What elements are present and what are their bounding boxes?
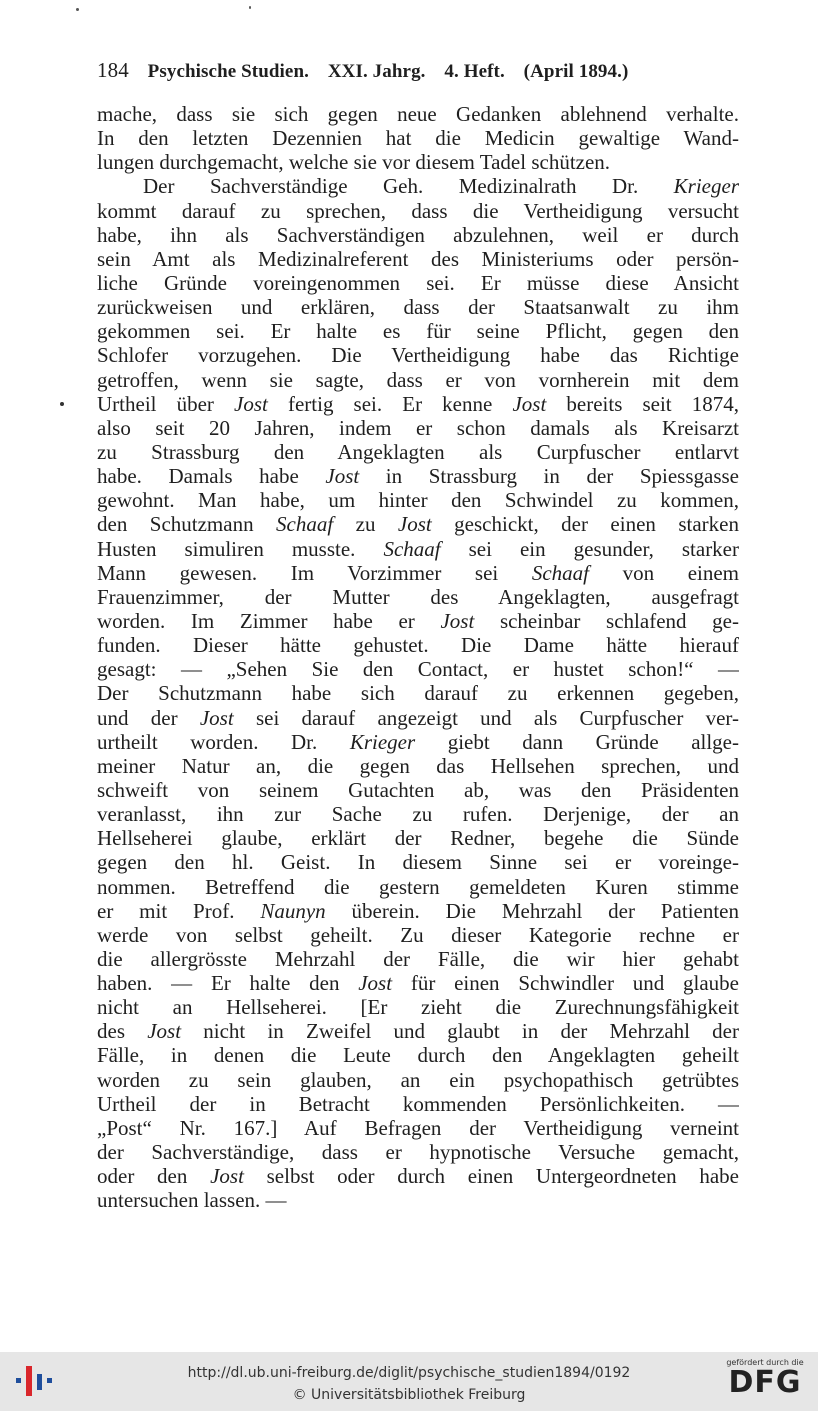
text-run: funden. Dieser hätte gehustet. Die Dame hätte hierauf bbox=[97, 633, 739, 658]
text-run: Der Sachverständige Geh. Medizinalrath Dr. bbox=[143, 174, 674, 199]
text-run: kommt darauf zu sprechen, dass die Vertheidigung versucht bbox=[97, 198, 739, 223]
text-run: und der bbox=[97, 705, 200, 730]
text-line bbox=[97, 585, 739, 609]
text-run: worden. Im Zimmer habe er bbox=[97, 608, 441, 633]
emphasized-name: Schaaf bbox=[531, 560, 590, 585]
text-line bbox=[97, 199, 739, 223]
issue-label: 4. Heft. bbox=[444, 61, 505, 82]
text-run: sei darauf angezeigt und als Curpfuscher ver- bbox=[233, 705, 739, 730]
text-run: Mann gewesen. Im Vorzimmer sei bbox=[97, 560, 532, 585]
copyright-notice: © Universitätsbibliothek Freiburg bbox=[292, 1387, 526, 1403]
body-text bbox=[97, 102, 739, 1212]
text-run: geschickt, der einen starken bbox=[431, 512, 739, 537]
text-run: nicht in Zweifel und glaubt in der Mehrzahl der bbox=[181, 1019, 739, 1044]
text-line bbox=[97, 247, 739, 271]
text-line bbox=[97, 1164, 739, 1188]
text-line bbox=[97, 561, 739, 585]
text-line bbox=[97, 826, 739, 850]
text-run: nommen. Betreffend die gestern gemeldeten Kuren stimme bbox=[97, 874, 739, 899]
emphasized-name: Schaaf bbox=[276, 512, 334, 537]
text-line bbox=[97, 319, 739, 343]
emphasized-name: Jost bbox=[512, 391, 547, 416]
text-run: Urtheil der in Betracht kommenden Persönlichkeiten. — bbox=[97, 1091, 739, 1116]
text-run: für einen Schwindler und glaube bbox=[392, 971, 739, 996]
text-run: untersuchen lassen. — bbox=[97, 1188, 287, 1213]
text-line bbox=[97, 368, 739, 392]
text-run: gewohnt. Man habe, um hinter den Schwindel zu kommen, bbox=[97, 488, 739, 513]
text-line bbox=[97, 512, 739, 536]
text-run: Frauenzimmer, der Mutter des Angeklagten, ausgefragt bbox=[97, 584, 739, 609]
emphasized-name: Schaaf bbox=[383, 536, 441, 561]
text-run: überein. Die Mehrzahl der Patienten bbox=[325, 898, 739, 923]
text-line bbox=[97, 464, 739, 488]
text-run: der Sachverständige, dass er hypnotische Versuche gemacht, bbox=[97, 1140, 739, 1165]
text-run: mache, dass sie sich gegen neue Gedanken ablehnend verhalte. bbox=[97, 102, 739, 126]
text-line bbox=[97, 343, 739, 367]
emphasized-name: Krieger bbox=[349, 729, 416, 754]
text-run: gegen den hl. Geist. In diesem Sinne sei er voreinge- bbox=[97, 850, 739, 875]
text-run: Urtheil über bbox=[97, 391, 235, 416]
emphasized-name: Krieger bbox=[673, 174, 739, 199]
text-run: zu bbox=[333, 512, 398, 537]
text-line bbox=[97, 995, 739, 1019]
text-line bbox=[97, 850, 739, 874]
page-number: 184 bbox=[97, 58, 129, 82]
text-line bbox=[97, 875, 739, 899]
text-run: „Post“ Nr. 167.] Auf Befragen der Vertheidigung verneint bbox=[97, 1115, 739, 1140]
text-run: Der Schutzmann habe sich darauf zu erkennen gegeben, bbox=[97, 681, 739, 706]
text-run: Husten simuliren musste. bbox=[97, 536, 384, 561]
text-run: sein Amt als Medizinalreferent des Ministeriums oder persön- bbox=[97, 246, 739, 271]
text-run: In den letzten Dezennien hat die Medicin gewaltige Wand- bbox=[97, 126, 739, 151]
text-line bbox=[97, 174, 739, 198]
text-run: meiner Natur an, die gegen das Hellsehen sprechen, und bbox=[97, 753, 739, 778]
text-line bbox=[97, 392, 739, 416]
text-run: sei ein gesunder, starker bbox=[440, 536, 739, 561]
emphasized-name: Jost bbox=[358, 971, 393, 996]
text-run: schweift von seinem Gutachten ab, was den Präsidenten bbox=[97, 777, 739, 802]
text-line bbox=[97, 730, 739, 754]
text-run: giebt dann Gründe allge- bbox=[415, 729, 739, 754]
emphasized-name: Jost bbox=[234, 391, 268, 416]
text-run: oder den bbox=[97, 1164, 211, 1189]
text-run: von einem bbox=[589, 560, 739, 585]
text-run: fertig sei. Er kenne bbox=[267, 391, 513, 416]
running-header bbox=[97, 58, 737, 83]
text-line bbox=[97, 923, 739, 947]
text-line bbox=[97, 802, 739, 826]
source-url[interactable]: http://dl.ub.uni-freiburg.de/diglit/psychische_studien1894/0192 bbox=[187, 1365, 631, 1381]
text-line bbox=[97, 416, 739, 440]
text-run: zu Strassburg den Angeklagten als Curpfuscher entlarvt bbox=[97, 439, 739, 464]
text-run: haben. — Er halte den bbox=[97, 971, 359, 996]
text-run: urtheilt worden. Dr. bbox=[97, 729, 350, 754]
issue-date: (April 1894.) bbox=[523, 61, 629, 82]
text-run: des bbox=[97, 1019, 148, 1044]
emphasized-name: Jost bbox=[210, 1164, 244, 1189]
text-run: den Schutzmann bbox=[97, 512, 277, 537]
text-line bbox=[97, 633, 739, 657]
text-run: die allergrösste Mehrzahl der Fälle, die wir hier gehabt bbox=[97, 946, 739, 971]
text-line bbox=[97, 609, 739, 633]
text-line bbox=[97, 295, 739, 319]
text-run: bereits seit 1874, bbox=[546, 391, 739, 416]
text-line bbox=[97, 150, 739, 174]
text-line bbox=[97, 1140, 739, 1164]
text-run: gekommen sei. Er halte es für seine Pflicht, gegen den bbox=[97, 319, 739, 344]
text-line bbox=[97, 681, 739, 705]
text-run: Schlofer vorzugehen. Die Vertheidigung habe das Richtige bbox=[97, 343, 739, 368]
margin-mark bbox=[60, 402, 64, 406]
text-line bbox=[97, 971, 739, 995]
text-run: worden zu sein glauben, an ein psychopathisch getrübtes bbox=[97, 1067, 739, 1092]
text-run: liche Gründe voreingenommen sei. Er müsse diese Ansicht bbox=[97, 270, 739, 295]
text-run: also seit 20 Jahren, indem er schon damals als Kreisarzt bbox=[97, 415, 739, 440]
journal-title: Psychische Studien. bbox=[147, 61, 309, 82]
emphasized-name: Jost bbox=[199, 705, 234, 730]
viewer-footer bbox=[0, 1352, 818, 1411]
text-line bbox=[97, 754, 739, 778]
text-line bbox=[97, 657, 739, 681]
text-run: lungen durchgemacht, welche sie vor diesem Tadel schützen. bbox=[97, 150, 611, 175]
text-run: nicht an Hellseherei. [Er zieht die Zurechnungsfähigkeit bbox=[97, 995, 739, 1020]
text-line bbox=[97, 537, 739, 561]
text-run: habe, ihn als Sachverständigen abzulehnen, weil er durch bbox=[97, 222, 739, 247]
text-line bbox=[97, 271, 739, 295]
text-run: werde von selbst geheilt. Zu dieser Kategorie rechne er bbox=[97, 922, 739, 947]
text-run: getroffen, wenn sie sagte, dass er von vornherein mit dem bbox=[97, 367, 739, 392]
emphasized-name: Jost bbox=[325, 464, 360, 489]
text-line bbox=[97, 1019, 739, 1043]
text-run: scheinbar schlafend ge- bbox=[474, 608, 739, 633]
text-line bbox=[97, 440, 739, 464]
text-run: selbst oder durch einen Untergeordneten habe bbox=[243, 1164, 739, 1189]
text-line bbox=[97, 1092, 739, 1116]
text-run: veranlasst, ihn zur Sache zu rufen. Derjenige, der an bbox=[97, 802, 739, 827]
text-run: habe. Damals habe bbox=[97, 464, 326, 489]
text-line bbox=[97, 102, 739, 126]
emphasized-name: Naunyn bbox=[260, 898, 326, 923]
text-run: in Strassburg in der Spiessgasse bbox=[359, 464, 739, 489]
text-run: Fälle, in denen die Leute durch den Angeklagten geheilt bbox=[97, 1043, 739, 1068]
text-line bbox=[97, 1116, 739, 1140]
text-line bbox=[97, 947, 739, 971]
text-line bbox=[97, 126, 739, 150]
text-run: Hellseherei glaube, erklärt der Redner, begehe die Sünde bbox=[97, 826, 739, 851]
text-line bbox=[97, 1068, 739, 1092]
dfg-wordmark: DFG bbox=[728, 1365, 802, 1400]
text-line bbox=[97, 899, 739, 923]
dfg-tagline: gefördert durch die bbox=[726, 1358, 804, 1367]
volume-label: XXI. Jahrg. bbox=[327, 61, 426, 82]
text-line bbox=[97, 778, 739, 802]
text-line bbox=[97, 1188, 739, 1212]
text-line bbox=[97, 223, 739, 247]
text-run: gesagt: — „Sehen Sie den Contact, er hustet schon!“ — bbox=[97, 657, 739, 682]
text-line bbox=[97, 706, 739, 730]
emphasized-name: Jost bbox=[397, 512, 432, 537]
dfg-logo bbox=[720, 1358, 810, 1406]
text-run: zurückweisen und erklären, dass der Staatsanwalt zu ihm bbox=[97, 295, 739, 320]
text-line bbox=[97, 488, 739, 512]
emphasized-name: Jost bbox=[440, 608, 475, 633]
text-run: er mit Prof. bbox=[97, 898, 261, 923]
emphasized-name: Jost bbox=[147, 1019, 182, 1044]
text-line bbox=[97, 1043, 739, 1067]
